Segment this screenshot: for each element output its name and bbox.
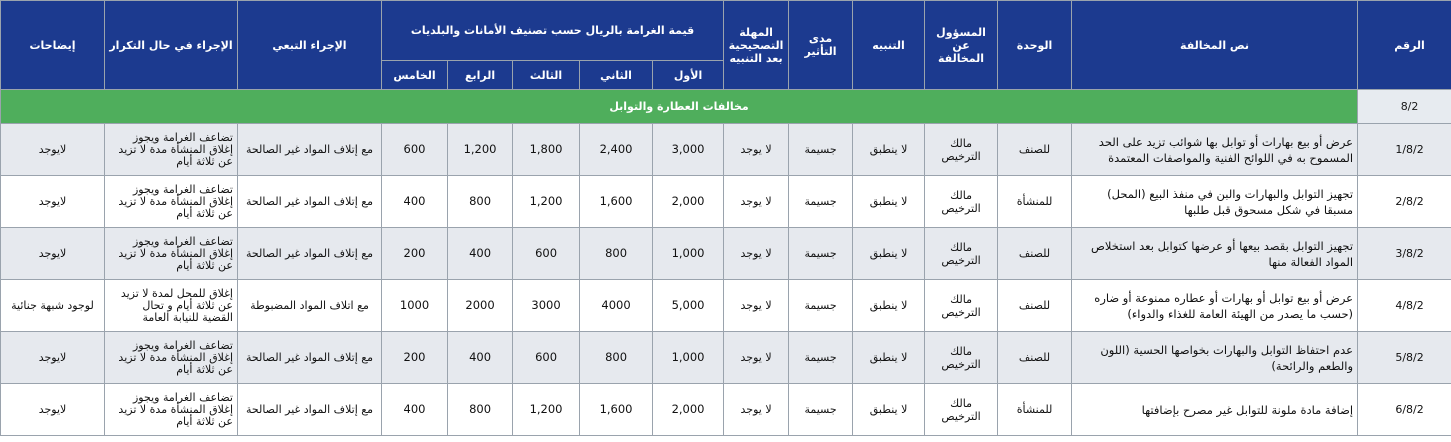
violation-text: تجهيز التوابل والبهارات والبن في منفذ البيع (المحل) مسبقا في شكل مسحوق قبل طلبها — [1072, 176, 1358, 228]
warning-cell: لا ينطبق — [853, 124, 925, 176]
violation-text: تجهيز التوابل بقصد بيعها أو عرضها كتوابل بعد استخلاص المواد الفعالة منها — [1072, 228, 1358, 280]
row-number: 2/8/2 — [1358, 176, 1451, 228]
repeat-action: تضاعف الغرامة ويجوز إغلاق المنشأة مدة لا تزيد عن ثلاثة أيام — [105, 228, 238, 280]
fine-first: 3,000 — [653, 124, 724, 176]
header-row — [1, 1, 1451, 61]
row-number: 6/8/2 — [1358, 384, 1451, 436]
subsequent-action: مع إتلاف المواد غير الصالحة — [238, 176, 382, 228]
header-num: الرقم — [1358, 1, 1451, 90]
fine-fifth: 200 — [382, 228, 448, 280]
impact-cell: جسيمة — [789, 384, 853, 436]
repeat-action: إغلاق للمحل لمدة لا تزيد عن ثلاثة أيام و تحال القضية للنيابة العامة — [105, 280, 238, 332]
fine-second: 2,400 — [580, 124, 653, 176]
fine-first: 2,000 — [653, 176, 724, 228]
notes-cell: لايوجد — [1, 124, 105, 176]
notes-cell: لوجود شبهة جنائية — [1, 280, 105, 332]
header-warning: التنبيه — [853, 1, 925, 90]
responsible-cell: مالك الترخيص — [925, 384, 998, 436]
fine-third: 600 — [513, 228, 580, 280]
row-number: 4/8/2 — [1358, 280, 1451, 332]
fine-first: 5,000 — [653, 280, 724, 332]
subsequent-action: مع إتلاف المواد غير الصالحة — [238, 332, 382, 384]
fine-third: 1,200 — [513, 176, 580, 228]
grace-cell: لا يوجد — [724, 176, 789, 228]
header-notes: إيضاحات — [1, 1, 105, 90]
fine-fourth: 1,200 — [448, 124, 513, 176]
grace-cell: لا يوجد — [724, 124, 789, 176]
fine-fifth: 1000 — [382, 280, 448, 332]
fine-second: 1,600 — [580, 384, 653, 436]
notes-cell: لايوجد — [1, 384, 105, 436]
subsequent-action: مع إتلاف المواد غير الصالحة — [238, 384, 382, 436]
row-number: 3/8/2 — [1358, 228, 1451, 280]
repeat-action: تضاعف الغرامة ويجوز إغلاق المنشأة مدة لا تزيد عن ثلاثة أيام — [105, 384, 238, 436]
table-row — [1, 124, 1451, 176]
unit-cell: للمنشأة — [998, 176, 1072, 228]
warning-cell: لا ينطبق — [853, 332, 925, 384]
responsible-cell: مالك الترخيص — [925, 124, 998, 176]
unit-cell: للمنشأة — [998, 384, 1072, 436]
fine-first: 1,000 — [653, 228, 724, 280]
subsequent-action: مع إتلاف المواد غير الصالحة — [238, 124, 382, 176]
table-row — [1, 384, 1451, 436]
violation-text: إضافة مادة ملونة للتوابل غير مصرح بإضافتها — [1072, 384, 1358, 436]
fine-fourth: 400 — [448, 332, 513, 384]
warning-cell: لا ينطبق — [853, 384, 925, 436]
fine-third: 1,800 — [513, 124, 580, 176]
header-fine-second: الثاني — [580, 61, 653, 90]
unit-cell: للصنف — [998, 228, 1072, 280]
header-responsible: المسؤول عن المخالفة — [925, 1, 998, 90]
impact-cell: جسيمة — [789, 124, 853, 176]
table-body — [1, 124, 1451, 436]
impact-cell: جسيمة — [789, 280, 853, 332]
responsible-cell: مالك الترخيص — [925, 280, 998, 332]
header-fine-first: الأول — [653, 61, 724, 90]
fine-first: 1,000 — [653, 332, 724, 384]
fine-fourth: 800 — [448, 384, 513, 436]
table-row — [1, 280, 1451, 332]
fine-third: 1,200 — [513, 384, 580, 436]
impact-cell: جسيمة — [789, 176, 853, 228]
repeat-action: تضاعف الغرامة ويجوز إغلاق المنشأة مدة لا تزيد عن ثلاثة أيام — [105, 124, 238, 176]
violation-text: عرض أو بيع توابل أو بهارات أو عطاره ممنوعة أو ضاره (حسب ما يصدر من الهيئة العامة للغذاء والدواء) — [1072, 280, 1358, 332]
fine-fifth: 400 — [382, 176, 448, 228]
repeat-action: تضاعف الغرامة ويجوز إغلاق المنشأة مدة لا تزيد عن ثلاثة أيام — [105, 176, 238, 228]
section-title: مخالفات العطارة والتوابل — [1, 90, 1358, 124]
header-unit: الوحدة — [998, 1, 1072, 90]
fine-first: 2,000 — [653, 384, 724, 436]
grace-cell: لا يوجد — [724, 228, 789, 280]
header-repeat-action: الإجراء في حال التكرار — [105, 1, 238, 90]
table-row — [1, 228, 1451, 280]
responsible-cell: مالك الترخيص — [925, 176, 998, 228]
notes-cell: لايوجد — [1, 228, 105, 280]
fine-fifth: 400 — [382, 384, 448, 436]
unit-cell: للصنف — [998, 124, 1072, 176]
fine-second: 800 — [580, 332, 653, 384]
grace-cell: لا يوجد — [724, 384, 789, 436]
responsible-cell: مالك الترخيص — [925, 332, 998, 384]
row-number: 1/8/2 — [1358, 124, 1451, 176]
row-number: 5/8/2 — [1358, 332, 1451, 384]
unit-cell: للصنف — [998, 280, 1072, 332]
table-row — [1, 332, 1451, 384]
violation-text: عدم احتفاظ التوابل والبهارات بخواصها الحسية (اللون والطعم والرائحة) — [1072, 332, 1358, 384]
section-row — [1, 90, 1451, 124]
subsequent-action: مع إتلاف المواد غير الصالحة — [238, 228, 382, 280]
fine-fifth: 200 — [382, 332, 448, 384]
section-number: 8/2 — [1358, 90, 1451, 124]
header-violation-text: نص المخالفة — [1072, 1, 1358, 90]
header-grace-period: المهلة التصحيحية بعد التنبيه — [724, 1, 789, 90]
header-fine-third: الثالث — [513, 61, 580, 90]
repeat-action: تضاعف الغرامة ويجوز إغلاق المنشأة مدة لا تزيد عن ثلاثة أيام — [105, 332, 238, 384]
fine-second: 1,600 — [580, 176, 653, 228]
subsequent-action: مع اتلاف المواد المضبوطة — [238, 280, 382, 332]
violation-text: عرض أو بيع بهارات أو توابل بها شوائب تزيد على الحد المسموح به في اللوائح الفنية والمواصفات المعتمدة — [1072, 124, 1358, 176]
fine-fifth: 600 — [382, 124, 448, 176]
impact-cell: جسيمة — [789, 228, 853, 280]
warning-cell: لا ينطبق — [853, 280, 925, 332]
table-row — [1, 176, 1451, 228]
fine-third: 3000 — [513, 280, 580, 332]
warning-cell: لا ينطبق — [853, 228, 925, 280]
fine-second: 4000 — [580, 280, 653, 332]
fine-fourth: 800 — [448, 176, 513, 228]
fine-fourth: 2000 — [448, 280, 513, 332]
fine-second: 800 — [580, 228, 653, 280]
header-fine-fifth: الخامس — [382, 61, 448, 90]
header-impact: مدى التأثير — [789, 1, 853, 90]
impact-cell: جسيمة — [789, 332, 853, 384]
fine-third: 600 — [513, 332, 580, 384]
header-subsequent-action: الإجراء التبعي — [238, 1, 382, 90]
grace-cell: لا يوجد — [724, 280, 789, 332]
notes-cell: لايوجد — [1, 176, 105, 228]
responsible-cell: مالك الترخيص — [925, 228, 998, 280]
header-fine-group: قيمة الغرامة بالريال حسب تصنيف الأمانات والبلديات — [382, 1, 724, 61]
warning-cell: لا ينطبق — [853, 176, 925, 228]
unit-cell: للصنف — [998, 332, 1072, 384]
fine-fourth: 400 — [448, 228, 513, 280]
grace-cell: لا يوجد — [724, 332, 789, 384]
header-fine-fourth: الرابع — [448, 61, 513, 90]
notes-cell: لايوجد — [1, 332, 105, 384]
